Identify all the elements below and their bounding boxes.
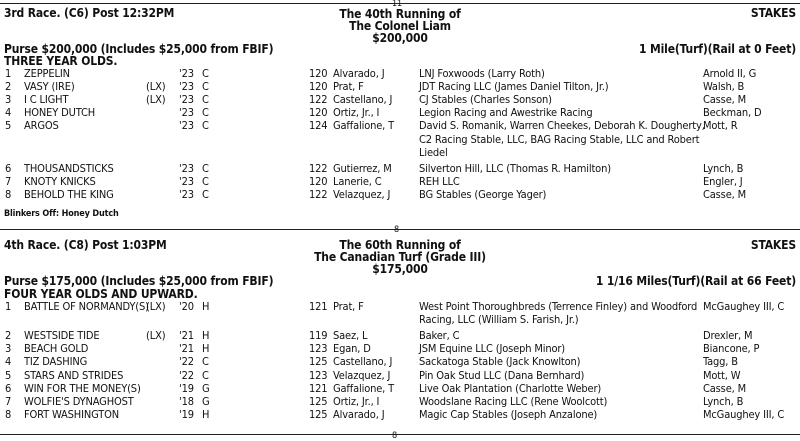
trainer: Casse, M (703, 93, 747, 107)
weight: 122 (309, 187, 328, 201)
weight: 122 (309, 161, 328, 175)
jockey: Ortiz, Jr., I (333, 106, 380, 120)
owner: BG Stables (George Yager) (419, 187, 547, 201)
jockey: Velazquez, J (333, 368, 391, 382)
owner: Magic Cap Stables (Joseph Anzalone) (419, 407, 598, 421)
post-position: 6 (5, 161, 12, 175)
foaling-year: '23 (179, 93, 194, 107)
post-position: 2 (5, 80, 12, 94)
race-conditions: FOUR YEAR OLDS AND UPWARD. (4, 287, 198, 301)
medication: (LX) (146, 300, 166, 313)
trainer: Tagg, B (703, 355, 738, 369)
owner: Woodslane Racing LLC (Rene Woolcott) (419, 394, 608, 408)
owner: JSM Equine LLC (Joseph Minor) (419, 342, 565, 356)
trainer: Lynch, B (703, 161, 744, 175)
owner: Silverton Hill, LLC (Thomas R. Hamilton) (419, 161, 611, 175)
race-label: 4th Race. (C8) Post 1:03PM (4, 238, 167, 252)
post-position: 5 (5, 368, 12, 382)
horse-name: I C LIGHT (24, 93, 69, 107)
horse-name: ARGOS (24, 119, 59, 133)
race-purse: Purse $200,000 (Includes $25,000 from FBIF) (4, 42, 274, 56)
race-title-line3: $200,000 (372, 31, 428, 45)
sex: H (202, 407, 210, 421)
trainer: Mott, W (703, 368, 741, 382)
medication: (LX) (146, 329, 166, 343)
post-position: 6 (5, 381, 12, 395)
bottom-rule (0, 434, 800, 435)
sex: C (202, 187, 209, 201)
foaling-year: '19 (179, 407, 194, 421)
sex: C (202, 161, 209, 175)
owner: Sackatoga Stable (Jack Knowlton) (419, 355, 581, 369)
jockey: Alvarado, J (333, 407, 385, 421)
owner: Live Oak Plantation (Charlotte Weber) (419, 381, 602, 395)
race-distance: 1 Mile(Turf)(Rail at 0 Feet) (639, 42, 796, 56)
horse-name: HONEY DUTCH (24, 106, 96, 120)
jockey: Gaffalione, T (333, 119, 395, 133)
jockey: Gaffalione, T (333, 381, 395, 395)
trainer: Walsh, B (703, 80, 745, 94)
foaling-year: '23 (179, 174, 194, 188)
trainer: Drexler, M (703, 329, 753, 343)
foaling-year: '23 (179, 67, 194, 80)
trainer: Casse, M (703, 381, 747, 395)
post-position: 2 (5, 329, 12, 343)
owner: David S. Romanik, Warren Cheekes, Deborah K. Dougherty, (419, 119, 705, 133)
sex: C (202, 355, 209, 369)
race-type: STAKES (750, 238, 796, 252)
weight: 119 (309, 329, 328, 343)
post-position: 3 (5, 342, 12, 356)
trainer: Biancone, P (703, 342, 760, 356)
race-label: 3rd Race. (C6) Post 12:32PM (4, 6, 175, 20)
horse-name: VASY (IRE) (24, 80, 75, 94)
trainer: Beckman, D (703, 106, 762, 120)
weight: 121 (309, 381, 328, 395)
divider-number: 8 (394, 225, 400, 235)
horse-name: WIN FOR THE MONEY(S) (24, 381, 141, 395)
foaling-year: '19 (179, 381, 194, 395)
race-divider (0, 229, 800, 230)
jockey: Alvarado, J (333, 67, 385, 80)
foaling-year: '22 (179, 368, 194, 382)
race-title-line3: $175,000 (372, 262, 428, 276)
trainer: McGaughey III, C (703, 407, 785, 421)
foaling-year: '23 (179, 187, 194, 201)
jockey: Castellano, J (333, 355, 393, 369)
weight: 124 (309, 119, 328, 133)
weight: 125 (309, 355, 328, 369)
page-number: 11 (392, 0, 403, 9)
medication: (LX) (146, 80, 166, 94)
race-title-line1: The 60th Running of (339, 238, 461, 252)
sex: C (202, 93, 209, 107)
jockey: Egan, D (333, 342, 371, 356)
post-position: 8 (5, 187, 12, 201)
owner: Racing, LLC (William S. Farish, Jr.) (419, 313, 579, 327)
horse-name: KNOTY KNICKS (24, 174, 96, 188)
trainer: McGaughey III, C (703, 300, 785, 313)
owner: LNJ Foxwoods (Larry Roth) (419, 67, 545, 80)
post-position: 7 (5, 394, 12, 408)
weight: 125 (309, 394, 328, 408)
horse-name: BATTLE OF NORMANDY(S) (24, 300, 149, 313)
sex: C (202, 67, 209, 80)
jockey: Prat, F (333, 300, 364, 313)
race-title-line1: The 40th Running of (339, 7, 461, 21)
race-conditions: THREE YEAR OLDS. (4, 54, 118, 68)
jockey: Saez, L (333, 329, 368, 343)
jockey: Lanerie, C (333, 174, 382, 188)
weight: 120 (309, 106, 328, 120)
owner: REH LLC (419, 174, 460, 188)
owner: Liedel (419, 145, 448, 159)
jockey: Castellano, J (333, 93, 393, 107)
horse-name: WESTSIDE TIDE (24, 329, 100, 343)
weight: 120 (309, 174, 328, 188)
weight: 122 (309, 93, 328, 107)
weight: 123 (309, 368, 328, 382)
foaling-year: '23 (179, 106, 194, 120)
jockey: Gutierrez, M (333, 161, 392, 175)
owner: C2 Racing Stable, LLC, BAG Racing Stable, LLC and Robert (419, 132, 700, 146)
jockey: Velazquez, J (333, 187, 391, 201)
owner: Pin Oak Stud LLC (Dana Bernhard) (419, 368, 585, 382)
owner: Legion Racing and Awestrike Racing (419, 106, 593, 120)
foaling-year: '23 (179, 80, 194, 94)
trainer: Lynch, B (703, 394, 744, 408)
post-position: 8 (5, 407, 12, 421)
horse-name: ZEPPELIN (24, 67, 70, 80)
race-title-line2: The Colonel Liam (349, 19, 451, 33)
jockey: Ortiz, Jr., I (333, 394, 380, 408)
trainer: Arnold II, G (703, 67, 757, 80)
post-position: 4 (5, 355, 12, 369)
trainer: Mott, R (703, 119, 738, 133)
owner: West Point Thoroughbreds (Terrence Finley) and Woodford (419, 300, 698, 313)
foaling-year: '23 (179, 161, 194, 175)
post-position: 1 (5, 67, 12, 80)
race-type: STAKES (750, 6, 796, 20)
foaling-year: '20 (179, 300, 194, 313)
trainer: Casse, M (703, 187, 747, 201)
sex: H (202, 329, 210, 343)
weight: 120 (309, 80, 328, 94)
horse-name: BEACH GOLD (24, 342, 89, 356)
trainer: Engler, J (703, 174, 743, 188)
post-position: 3 (5, 93, 12, 107)
medication: (LX) (146, 93, 166, 107)
sex: C (202, 106, 209, 120)
horse-name: TIZ DASHING (24, 355, 88, 369)
sex: G (202, 381, 210, 395)
bottom-number: 8 (392, 431, 398, 441)
sex: G (202, 394, 210, 408)
horse-name: STARS AND STRIDES (24, 368, 124, 382)
post-position: 5 (5, 119, 12, 133)
sex: C (202, 174, 209, 188)
foaling-year: '18 (179, 394, 194, 408)
sex: C (202, 119, 209, 133)
weight: 125 (309, 407, 328, 421)
horse-name: WOLFIE'S DYNAGHOST (24, 394, 134, 408)
owner: JDT Racing LLC (James Daniel Tilton, Jr.) (419, 80, 609, 94)
jockey: Prat, F (333, 80, 364, 94)
sex: H (202, 342, 210, 356)
sex: C (202, 368, 209, 382)
sex: H (202, 300, 210, 313)
race-distance: 1 1/16 Miles(Turf)(Rail at 66 Feet) (595, 274, 796, 288)
foaling-year: '22 (179, 355, 194, 369)
post-position: 7 (5, 174, 12, 188)
weight: 120 (309, 67, 328, 80)
horse-name: BEHOLD THE KING (24, 187, 114, 201)
foaling-year: '21 (179, 342, 194, 356)
post-position: 4 (5, 106, 12, 120)
owner: CJ Stables (Charles Sonson) (419, 93, 552, 107)
equipment-note: Blinkers Off: Honey Dutch (4, 209, 119, 219)
race-title-line2: The Canadian Turf (Grade III) (314, 250, 486, 264)
foaling-year: '23 (179, 119, 194, 133)
race-purse: Purse $175,000 (Includes $25,000 from FBIF) (4, 274, 274, 288)
post-position: 1 (5, 300, 12, 313)
owner: Baker, C (419, 329, 460, 343)
foaling-year: '21 (179, 329, 194, 343)
weight: 121 (309, 300, 328, 313)
horse-name: FORT WASHINGTON (24, 407, 119, 421)
sex: C (202, 80, 209, 94)
horse-name: THOUSANDSTICKS (24, 161, 114, 175)
weight: 123 (309, 342, 328, 356)
